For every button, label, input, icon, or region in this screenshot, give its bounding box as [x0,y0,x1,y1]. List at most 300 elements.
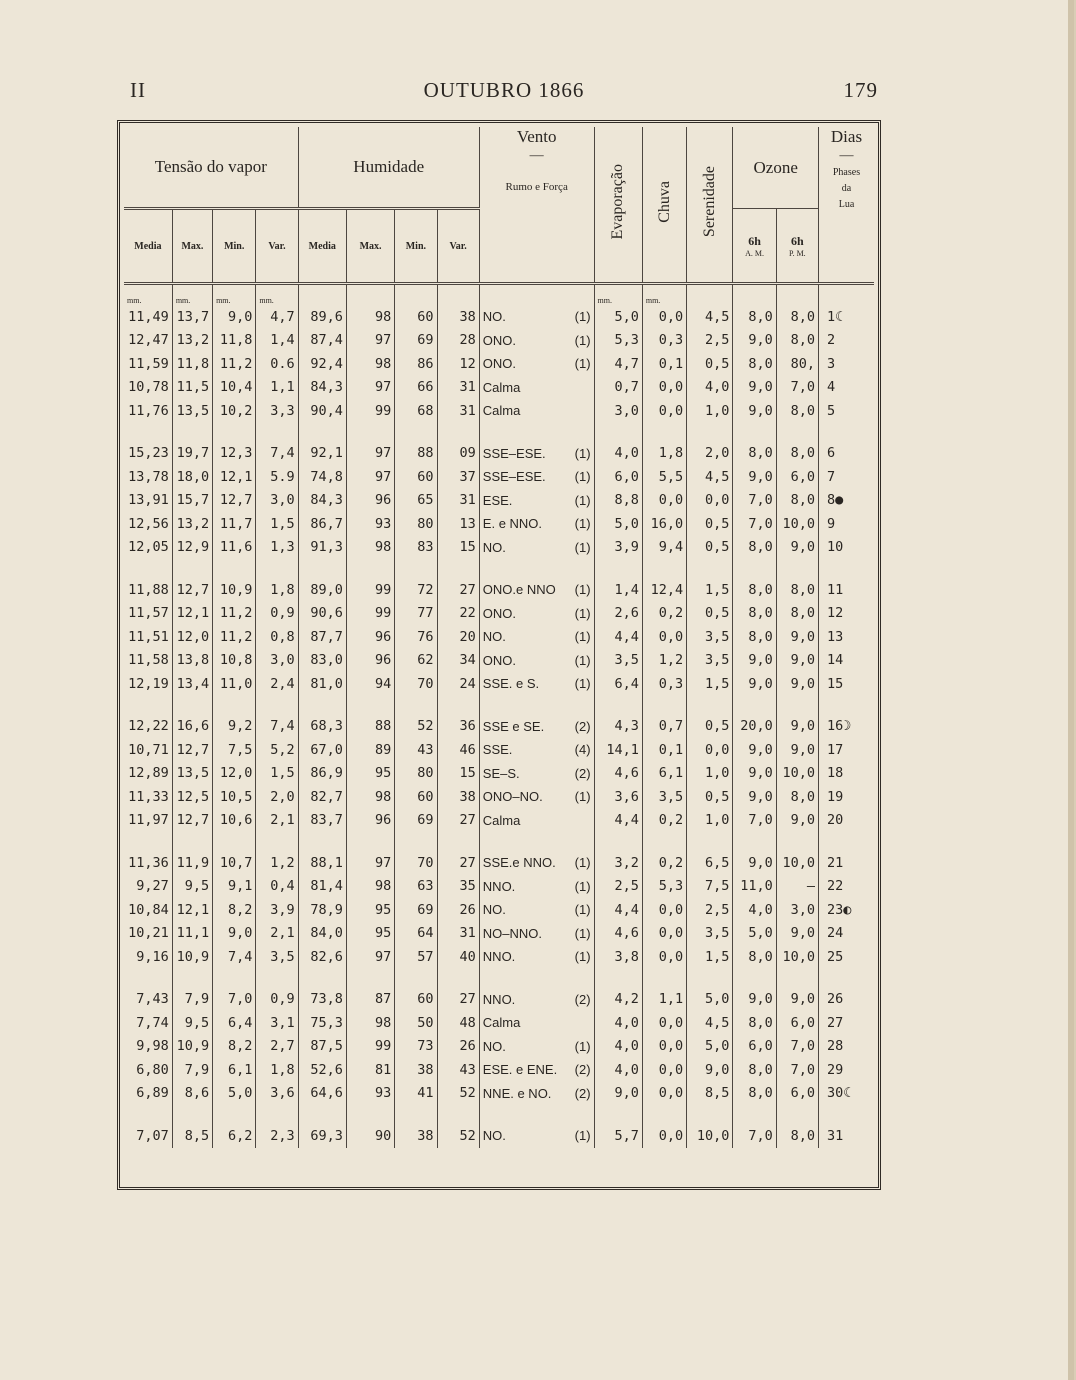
table-row [124,376,874,400]
cell-humidade-min: 66 [395,376,437,400]
cell-vento [479,512,594,536]
unit-tensao-var: mm. [256,284,298,306]
cell-humidade-min: 80 [395,762,437,786]
cell-vento [479,785,594,809]
cell-tensao-max: 11,1 [172,922,212,946]
cell-humidade-max: 97 [346,442,394,466]
vento-force: (1) [574,878,591,894]
cell-tensao-min: 7,0 [213,988,256,1012]
vento-force: (1) [574,1038,591,1054]
cell-evaporacao: 3,6 [594,785,642,809]
cell-ozone-pm: 10,0 [776,512,818,536]
cell-chuva: 0,1 [642,352,686,376]
table-row [124,1011,874,1035]
cell-humidade-media: 52,6 [298,1058,346,1082]
cell-evaporacao: 5,0 [594,512,642,536]
cell-ozone-am: 7,0 [733,809,776,833]
vento-direction: SSE–ESE. [482,469,546,485]
cell-tensao-min: 10,7 [213,851,256,875]
cell-vento [479,809,594,833]
cell-tensao-var: 0,9 [256,988,298,1012]
cell-tensao-min: 7,5 [213,738,256,762]
cell-humidade-min: 38 [395,1058,437,1082]
sub-humidade-var: Var. [437,209,479,284]
cell-humidade-media: 89,6 [298,305,346,329]
header-evaporacao [594,127,642,284]
vento-force: (2) [574,991,591,1007]
cell-tensao-min: 6,1 [213,1058,256,1082]
cell-tensao-min: 9,2 [213,715,256,739]
cell-ozone-pm: 10,0 [776,851,818,875]
vento-force: (1) [574,629,591,645]
cell-humidade-max: 96 [346,489,394,513]
vento-force: (1) [574,605,591,621]
cell-tensao-max: 9,5 [172,1011,212,1035]
cell-humidade-media: 81,0 [298,672,346,696]
cell-tensao-min: 11,7 [213,512,256,536]
cell-vento [479,376,594,400]
section-number: II [130,78,146,102]
cell-chuva: 0,0 [642,945,686,969]
cell-humidade-min: 70 [395,851,437,875]
cell-ozone-am: 8,0 [733,536,776,560]
cell-tensao-min: 11,2 [213,602,256,626]
cell-humidade-max: 95 [346,762,394,786]
cell-ozone-pm: 9,0 [776,988,818,1012]
table-row [124,762,874,786]
cell-ozone-pm: 9,0 [776,672,818,696]
cell-humidade-max: 98 [346,875,394,899]
vento-direction: NO. [482,629,506,645]
cell-tensao-var: 1,8 [256,1058,298,1082]
cell-dia: 28 [818,1035,874,1059]
cell-humidade-min: 68 [395,399,437,423]
cell-serenidade: 0,5 [687,512,733,536]
cell-serenidade: 1,5 [687,945,733,969]
cell-tensao-media: 7,74 [136,1014,169,1031]
cell-humidade-max: 88 [346,715,394,739]
vento-force: (1) [574,356,591,372]
cell-tensao-var: 7,4 [256,715,298,739]
cell-humidade-min: 43 [395,738,437,762]
cell-humidade-var: 31 [437,489,479,513]
cell-tensao-var: 0,4 [256,875,298,899]
cell-humidade-media: 75,3 [298,1011,346,1035]
cell-chuva: 16,0 [642,512,686,536]
vento-direction: ESE. e ENE. [482,1062,558,1078]
cell-vento [479,898,594,922]
dias-title: Dias [830,127,863,146]
vento-direction: NO. [482,1128,506,1144]
cell-vento [479,851,594,875]
cell-dia: 24 [818,922,874,946]
cell-tensao-max: 15,7 [172,489,212,513]
cell-ozone-am: 11,0 [733,875,776,899]
cell-ozone-am: 9,0 [733,851,776,875]
cell-humidade-media: 89,0 [298,578,346,602]
cell-ozone-am: 6,0 [733,1035,776,1059]
cell-humidade-min: 60 [395,305,437,329]
cell-ozone-am: 7,0 [733,489,776,513]
unit-tensao-media: mm. [127,296,142,305]
cell-tensao-media: 10,21 [128,925,169,942]
vento-direction: SSE. e S. [482,676,540,692]
cell-tensao-var: 1,3 [256,536,298,560]
cell-vento [479,715,594,739]
cell-humidade-max: 97 [346,465,394,489]
cell-humidade-var: 27 [437,578,479,602]
cell-humidade-min: 50 [395,1011,437,1035]
cell-tensao-min: 11,2 [213,352,256,376]
sub-tensao-media: Media [124,209,172,284]
cell-vento [479,1082,594,1106]
cell-tensao-media: 11,59 [128,355,169,372]
cell-humidade-var: 31 [437,399,479,423]
cell-tensao-media: 7,43 [136,991,169,1008]
cell-vento [479,536,594,560]
cell-tensao-max: 8,5 [172,1124,212,1148]
cell-serenidade: 6,5 [687,851,733,875]
cell-dia: 2 [818,329,874,353]
group-gap [124,1105,874,1124]
vento-force: (1) [574,469,591,485]
cell-tensao-media: 10,78 [128,379,169,396]
table-row [124,988,874,1012]
cell-humidade-max: 96 [346,649,394,673]
cell-tensao-min: 10,5 [213,785,256,809]
cell-chuva: 0,0 [642,625,686,649]
cell-serenidade: 7,5 [687,875,733,899]
vento-force: (1) [574,855,591,871]
cell-vento [479,578,594,602]
cell-humidade-max: 93 [346,1082,394,1106]
cell-ozone-pm: 8,0 [776,442,818,466]
cell-evaporacao: 3,8 [594,945,642,969]
cell-tensao-var: 2,1 [256,922,298,946]
cell-evaporacao: 4,4 [594,625,642,649]
cell-chuva: 0,0 [642,1124,686,1148]
cell-serenidade: 1,0 [687,762,733,786]
cell-dia: 4 [818,376,874,400]
sub-tensao-max: Max. [172,209,212,284]
cell-dia: 19 [818,785,874,809]
cell-humidade-var: 27 [437,809,479,833]
cell-chuva: 0,3 [642,329,686,353]
cell-dia: 30☾ [818,1082,874,1106]
cell-ozone-pm: 9,0 [776,715,818,739]
ozone-am-hour: 6h [748,233,761,248]
cell-humidade-max: 98 [346,1011,394,1035]
cell-humidade-max: 97 [346,329,394,353]
vento-direction: Calma [482,379,521,395]
cell-tensao-media: 15,23 [128,445,169,462]
vento-direction: SSE. [482,742,513,758]
cell-tensao-media: 11,58 [128,652,169,669]
cell-vento [479,922,594,946]
dias-sub-da: da [841,183,852,194]
cell-evaporacao: 14,1 [594,738,642,762]
cell-chuva: 0,0 [642,1082,686,1106]
cell-ozone-pm: 8,0 [776,305,818,329]
cell-humidade-media: 74,8 [298,465,346,489]
cell-tensao-var: 1,4 [256,329,298,353]
cell-tensao-media: 11,51 [128,628,169,645]
cell-tensao-var: 3,6 [256,1082,298,1106]
cell-humidade-max: 98 [346,305,394,329]
cell-tensao-min: 9,1 [213,875,256,899]
cell-ozone-pm: 80, [776,352,818,376]
header-serenidade [687,127,733,284]
cell-chuva: 1,1 [642,988,686,1012]
cell-ozone-pm: 8,0 [776,602,818,626]
cell-evaporacao: 5,3 [594,329,642,353]
cell-ozone-pm: 8,0 [776,329,818,353]
cell-humidade-min: 86 [395,352,437,376]
cell-chuva: 0,0 [642,399,686,423]
cell-humidade-min: 60 [395,785,437,809]
cell-tensao-min: 10,8 [213,649,256,673]
cell-humidade-max: 99 [346,602,394,626]
cell-ozone-pm: 7,0 [776,1035,818,1059]
cell-tensao-max: 12,7 [172,578,212,602]
dias-sub-phases: Phases [832,167,861,178]
cell-dia: 14 [818,649,874,673]
cell-dia: 7 [818,465,874,489]
cell-humidade-media: 87,7 [298,625,346,649]
cell-chuva: 0,0 [642,922,686,946]
cell-humidade-var: 31 [437,376,479,400]
cell-chuva: 0,7 [642,715,686,739]
table-row [124,352,874,376]
vento-direction: NO. [482,902,506,918]
cell-evaporacao: 4,4 [594,809,642,833]
cell-evaporacao: 8,8 [594,489,642,513]
sub-humidade-min: Min. [395,209,437,284]
cell-ozone-am: 8,0 [733,352,776,376]
cell-ozone-pm: 3,0 [776,898,818,922]
cell-tensao-var: 1,5 [256,762,298,786]
vento-force: (1) [574,902,591,918]
cell-tensao-max: 12,7 [172,738,212,762]
vento-direction: SSE.e NNO. [482,855,556,871]
cell-dia: 17 [818,738,874,762]
vento-force: (1) [574,949,591,965]
cell-tensao-var: 0.6 [256,352,298,376]
sub-ozone-pm [776,209,818,284]
cell-evaporacao: 2,5 [594,875,642,899]
cell-vento [479,762,594,786]
cell-tensao-max: 13,5 [172,399,212,423]
cell-serenidade: 0,5 [687,536,733,560]
ozone-am-period: A. M. [745,248,765,258]
cell-tensao-max: 12,1 [172,602,212,626]
cell-evaporacao: 4,6 [594,922,642,946]
cell-humidade-var: 15 [437,536,479,560]
table-row [124,1058,874,1082]
vento-direction: SSE–ESE. [482,445,546,461]
cell-ozone-am: 9,0 [733,329,776,353]
cell-tensao-media: 10,71 [128,741,169,758]
vento-force: (2) [574,718,591,734]
cell-dia: 8● [818,489,874,513]
cell-tensao-max: 13,2 [172,329,212,353]
table-row [124,329,874,353]
cell-tensao-var: 1,2 [256,851,298,875]
cell-chuva: 0,0 [642,1035,686,1059]
cell-dia: 13 [818,625,874,649]
cell-ozone-am: 9,0 [733,738,776,762]
header-humidade: Humidade [298,127,479,209]
cell-evaporacao: 5,0 [594,305,642,329]
vento-subtitle: Rumo e Força [505,181,568,193]
group-gap [124,423,874,442]
cell-vento [479,352,594,376]
cell-evaporacao: 1,4 [594,578,642,602]
cell-humidade-var: 38 [437,785,479,809]
cell-tensao-max: 13,8 [172,649,212,673]
cell-ozone-am: 8,0 [733,1082,776,1106]
cell-tensao-media: 12,89 [128,765,169,782]
cell-dia: 3 [818,352,874,376]
cell-ozone-am: 9,0 [733,762,776,786]
sub-tensao-var: Var. [256,209,298,284]
sub-ozone-am [733,209,776,284]
cell-dia: 1☾ [818,305,874,329]
vento-direction: NO–NNO. [482,925,543,941]
cell-evaporacao: 4,0 [594,1058,642,1082]
cell-ozone-pm: 9,0 [776,738,818,762]
cell-humidade-min: 80 [395,512,437,536]
cell-tensao-max: 12,7 [172,809,212,833]
cell-vento [479,649,594,673]
cell-evaporacao: 9,0 [594,1082,642,1106]
cell-humidade-media: 86,7 [298,512,346,536]
vento-force: (2) [574,765,591,781]
cell-ozone-pm: 9,0 [776,649,818,673]
cell-humidade-max: 98 [346,536,394,560]
cell-ozone-pm: 8,0 [776,785,818,809]
unit-tensao-max: mm. [172,284,212,306]
cell-chuva: 0,0 [642,1011,686,1035]
cell-humidade-media: 83,7 [298,809,346,833]
cell-vento [479,442,594,466]
table-row [124,785,874,809]
unit-chuva: mm. [642,284,686,306]
cell-ozone-pm: 8,0 [776,578,818,602]
vento-force: (1) [574,652,591,668]
unit-row [124,284,874,306]
cell-tensao-media: 11,88 [128,581,169,598]
cell-humidade-min: 69 [395,329,437,353]
cell-humidade-min: 88 [395,442,437,466]
vento-direction: SE–S. [482,765,520,781]
vento-direction: ONO. [482,652,517,668]
cell-humidade-media: 73,8 [298,988,346,1012]
cell-humidade-var: 48 [437,1011,479,1035]
vento-direction: NNO. [482,878,516,894]
table-row [124,715,874,739]
table-row [124,672,874,696]
cell-tensao-min: 10,4 [213,376,256,400]
cell-serenidade: 4,5 [687,1011,733,1035]
cell-tensao-media: 9,98 [136,1038,169,1055]
table-row [124,1124,874,1148]
cell-humidade-media: 88,1 [298,851,346,875]
cell-humidade-max: 97 [346,376,394,400]
cell-serenidade: 0,5 [687,785,733,809]
cell-ozone-pm: 7,0 [776,1058,818,1082]
sub-humidade-media: Media [298,209,346,284]
vento-direction: ONO. [482,356,517,372]
cell-tensao-min: 8,2 [213,1035,256,1059]
cell-serenidade: 0,0 [687,738,733,762]
cell-serenidade: 5,0 [687,1035,733,1059]
cell-humidade-min: 41 [395,1082,437,1106]
cell-chuva: 5,5 [642,465,686,489]
cell-serenidade: 0,5 [687,352,733,376]
cell-tensao-min: 11,8 [213,329,256,353]
table-row [124,945,874,969]
cell-tensao-min: 6,4 [213,1011,256,1035]
cell-tensao-max: 12,1 [172,898,212,922]
vento-force: (1) [574,332,591,348]
cell-tensao-max: 11,5 [172,376,212,400]
cell-humidade-var: 52 [437,1082,479,1106]
header-ozone: Ozone [733,127,819,209]
cell-tensao-min: 6,2 [213,1124,256,1148]
cell-tensao-var: 2,7 [256,1035,298,1059]
cell-humidade-min: 64 [395,922,437,946]
cell-tensao-max: 7,9 [172,988,212,1012]
cell-tensao-max: 13,5 [172,762,212,786]
vento-force: (1) [574,1128,591,1144]
table-row [124,442,874,466]
cell-humidade-max: 89 [346,738,394,762]
cell-humidade-var: 40 [437,945,479,969]
header-vento [479,127,594,284]
vento-force: (1) [574,925,591,941]
cell-ozone-am: 8,0 [733,1058,776,1082]
cell-tensao-var: 3,5 [256,945,298,969]
cell-tensao-media: 12,47 [128,332,169,349]
cell-vento [479,672,594,696]
vento-direction: NNO. [482,991,516,1007]
cell-tensao-media: 9,27 [136,878,169,895]
cell-tensao-max: 9,5 [172,875,212,899]
cell-humidade-min: 60 [395,988,437,1012]
vento-title: Vento [516,127,557,146]
page-number: 179 [843,78,878,102]
cell-chuva: 0,0 [642,489,686,513]
cell-tensao-media: 11,97 [128,812,169,829]
cell-evaporacao: 4,4 [594,898,642,922]
cell-ozone-pm: 6,0 [776,465,818,489]
cell-tensao-min: 12,7 [213,489,256,513]
cell-tensao-media: 12,05 [128,539,169,556]
cell-tensao-min: 12,3 [213,442,256,466]
vento-direction: NO. [482,1038,506,1054]
cell-humidade-min: 69 [395,898,437,922]
cell-humidade-max: 81 [346,1058,394,1082]
cell-serenidade: 3,5 [687,649,733,673]
cell-humidade-max: 99 [346,399,394,423]
header-chuva [642,127,686,284]
cell-ozone-am: 7,0 [733,1124,776,1148]
cell-humidade-min: 65 [395,489,437,513]
cell-humidade-max: 90 [346,1124,394,1148]
cell-humidade-var: 27 [437,851,479,875]
cell-humidade-var: 52 [437,1124,479,1148]
